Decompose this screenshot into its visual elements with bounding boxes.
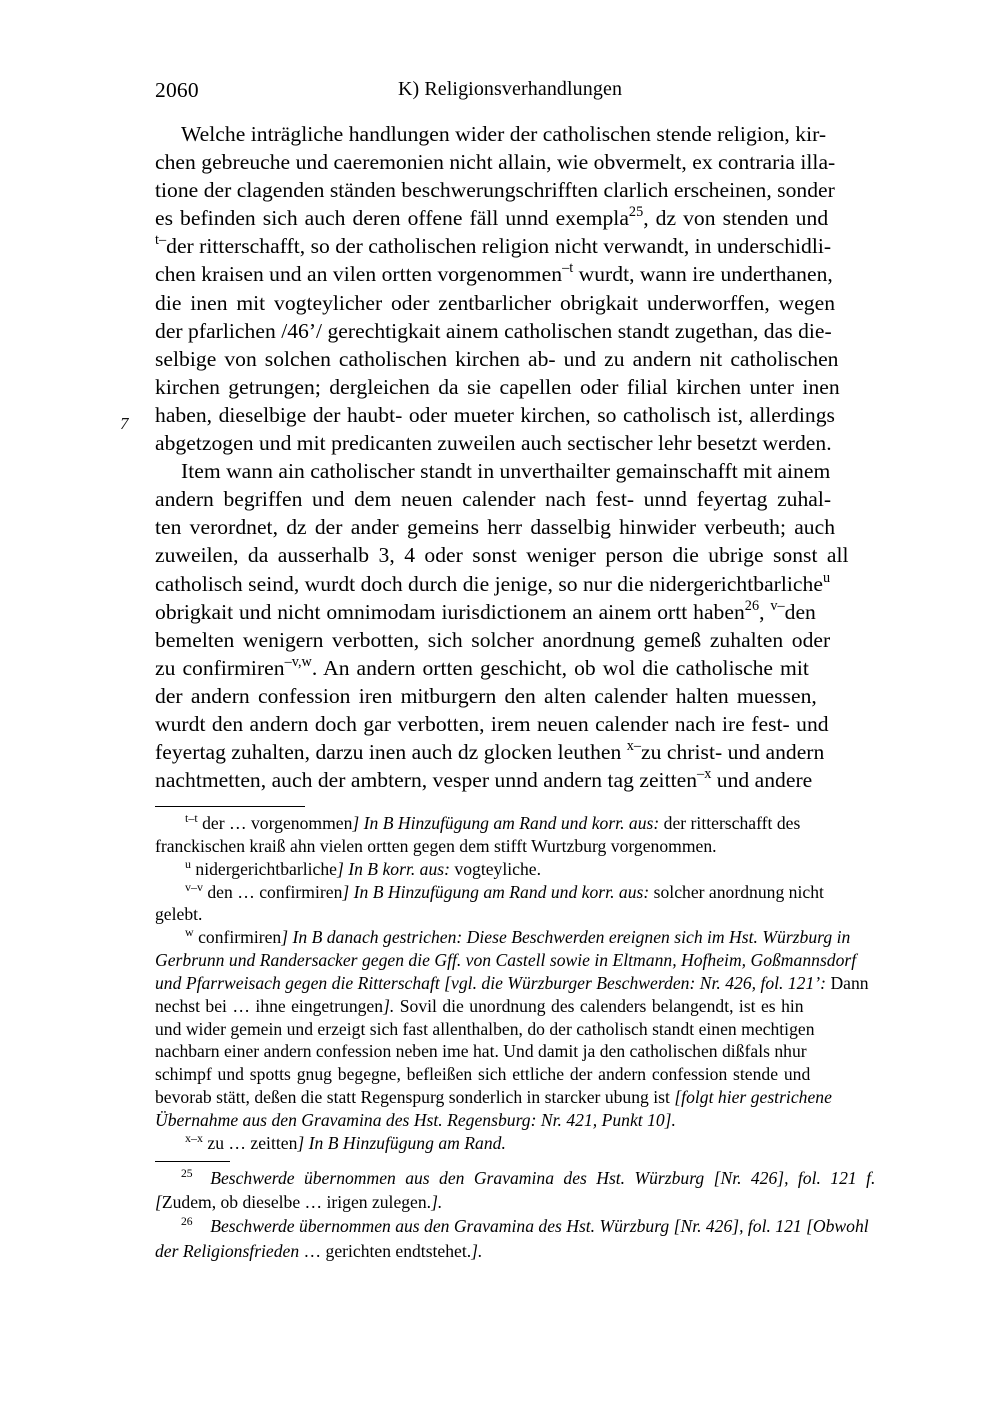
editorial-italic-text: ] In B Hinzufügung am Rand. bbox=[297, 1132, 506, 1153]
editorial-italic-text: ]. bbox=[383, 995, 395, 1016]
text-line: selbige von solchen catholischen kirchen ab- und zu andern nit catholischen bbox=[155, 346, 839, 371]
page-number: 2060 bbox=[155, 78, 199, 102]
editorial-italic-text: ] bbox=[352, 813, 360, 833]
editorial-italic-text: Gerbrunn und Randersacker gegen die Gff. von Castell sowie in Eltmann, Hofheim, Goßmannsdorf bbox=[155, 950, 857, 971]
superscript-marker: 26 bbox=[744, 597, 760, 614]
apparatus-siglum: t–t bbox=[185, 811, 198, 826]
editorial-italic-text: Übernahme aus den Gravamina des Hst. Regensburg: Nr. 421, Punkt 10]. bbox=[155, 1109, 676, 1130]
margin-line-number: 7 bbox=[120, 414, 129, 433]
apparatus-line: nachbarn einer andern confession neben ime hat. Und damit ja den catholischen dißfals nhur bbox=[155, 1041, 807, 1062]
text-line: abgetzogen und mit predicanten zuweilen auch sectischer lehr besetzt werden. bbox=[155, 431, 832, 456]
apparatus-siglum: u bbox=[185, 856, 191, 871]
text-line: catholisch seind, wurdt doch durch die jenige, so nur die nidergerichtbarliche$^u$ bbox=[155, 569, 831, 596]
text-line: zu confirmiren$^{-v,w}$. An andern ortten geschicht, ob wol die catholische mit bbox=[155, 653, 809, 680]
editorial-italic-text: Beschwerde übernommen aus den Gravamina des Hst. Würzburg [Nr. 426], fol. 121 [Obwohl bbox=[210, 1216, 869, 1237]
apparatus-siglum: x–x bbox=[185, 1130, 203, 1145]
superscript-marker: –t bbox=[562, 260, 574, 277]
apparatus-siglum: v–v bbox=[185, 879, 203, 894]
text-line: chen kraisen und an vilen ortten vorgenommen$^{-t}$ wurdt, wann ire underthanen, bbox=[155, 260, 833, 287]
main-text-block bbox=[155, 120, 867, 794]
text-line: die inen mit vogteylicher oder zentbarlicher obrigkait underworffen, wegen bbox=[155, 290, 836, 315]
apparatus-line: schimpf und spotts gnug begegne, befleißen sich ettliche der andern confession stende und bbox=[155, 1064, 811, 1085]
apparatus-line: franckischen kraiß ahn vielen ortten gegen dem stifft Wurtzburg vorgenommen. bbox=[155, 835, 717, 856]
running-title: K) Religionsverhandlungen bbox=[397, 78, 623, 100]
variant-siglum-marker: t– bbox=[155, 232, 167, 249]
text-line: chen gebreuche und caeremonien nicht allain, wie obvermelt, ex contraria illa- bbox=[155, 150, 836, 175]
superscript-marker: x– bbox=[626, 738, 642, 755]
footnote-line: [Zudem, ob dieselbe … irigen zulegen.]. bbox=[155, 1192, 443, 1213]
apparatus-line: gelebt. bbox=[155, 904, 203, 925]
footnote-line bbox=[155, 1166, 876, 1190]
apparatus-line bbox=[155, 949, 867, 972]
editorial-italic-text: In B Hinzufügung am Rand und korr. aus: bbox=[359, 813, 660, 833]
editorial-italic-text: ]. bbox=[471, 1240, 483, 1261]
text-line: ten verordnet, dz der ander gemeins herr dasselbig hinwider verbeuth; auch bbox=[155, 515, 836, 540]
editorial-italic-text: ] In B danach gestrichen: Diese Beschwerden ereignen sich im Hst. Würzburg in bbox=[281, 927, 851, 948]
text-line: es befinden sich auch deren offene fäll unnd exempla$^{25}$, dz von stenden und bbox=[155, 204, 829, 231]
apparatus-line: $^{t-t}$ der … vorgenommen] In B Hinzufügung am Rand und korr. aus: der ritterschafft des bbox=[185, 811, 801, 833]
editorial-italic-text: ] In B Hinzufügung am Rand und korr. aus: bbox=[342, 881, 650, 902]
text-line: wurdt den andern doch gar verbotten, irem neuen calender nach ire fest- und bbox=[155, 711, 829, 736]
text-line: nachtmetten, auch der ambtern, vesper unnd andern tag zeitten$^{-x}$ und andere bbox=[155, 766, 813, 793]
text-line: andern begriffen und dem neuen calender nach fest- unnd feyertag zuhal- bbox=[155, 487, 832, 512]
editorial-italic-text: ]. bbox=[431, 1192, 443, 1213]
apparatus-line: $^{x-x}$ zu … zeitten] In B Hinzufügung am Rand. bbox=[185, 1130, 506, 1153]
text-line: der pfarlichen /46’/ gerechtigkait ainem catholischen standt zugethan, das die- bbox=[155, 318, 832, 343]
superscript-marker: –v,w bbox=[284, 653, 312, 670]
apparatus-line bbox=[155, 1109, 867, 1132]
apparatus-line: $^u$ nidergerichtbarliche] In B korr. aus: vogteyliche. bbox=[185, 856, 542, 879]
apparatus-line: $^w$ confirmiren] In B danach gestrichen: Diese Beschwerden ereignen sich im Hst. Würzburg in bbox=[185, 925, 851, 948]
apparatus-divider-rule bbox=[155, 806, 305, 807]
editorial-italic-text: ] In B korr. aus: bbox=[336, 858, 451, 879]
editorial-italic-text: der Religionsfrieden bbox=[155, 1240, 300, 1261]
apparatus-line: $^{v-v}$ den … confirmiren] In B Hinzufügung am Rand und korr. aus: solcher anordnung nicht bbox=[185, 879, 824, 902]
text-line: kirchen getrungen; dergleichen da sie capellen oder filial kirchen unter inen bbox=[155, 374, 840, 399]
superscript-marker: 25 bbox=[628, 204, 644, 221]
apparatus-line: und wider gemein und erzeigt sich fast allenthalben, do der catholisch standt einen mechtigen bbox=[155, 1018, 815, 1039]
superscript-marker: u bbox=[822, 569, 831, 586]
text-line: zuweilen, da ausserhalb 3, 4 oder sonst weniger person die ubrige sonst all bbox=[155, 543, 849, 568]
editorial-italic-text: Beschwerde übernommen aus den Gravamina des Hst. Würzburg [Nr. 426], fol. 121 f. bbox=[210, 1168, 876, 1188]
text-line: Welche inträgliche handlungen wider der catholischen stende religion, kir- bbox=[181, 122, 827, 146]
superscript-marker: –x bbox=[697, 766, 712, 783]
footnote-number: 26 bbox=[181, 1215, 193, 1229]
text-line: bemelten wenigern verbotten, sich solcher anordnung gemeß zuhalten oder bbox=[155, 627, 831, 652]
apparatus-line: und Pfarrweisach gegen die Ritterschaft [vgl. die Würzburger Beschwerden: Nr. 426, fol. 121’: Dann bbox=[155, 972, 869, 993]
superscript-marker: v– bbox=[770, 597, 785, 614]
footnote-number: 25 bbox=[181, 1166, 193, 1180]
footnotes-block bbox=[155, 1166, 876, 1263]
editorial-italic-text: [ bbox=[155, 1192, 162, 1213]
footnote-line bbox=[155, 1214, 867, 1238]
editorial-italic-text: [folgt hier gestrichene bbox=[669, 1087, 832, 1108]
text-line: obrigkait und nicht omnimodam iurisdictionem an ainem ortt haben$^{26}$, $^{v-}$den bbox=[155, 597, 816, 624]
running-head bbox=[155, 78, 865, 104]
critical-apparatus-block bbox=[155, 812, 867, 1155]
apparatus-line: nechst bei … ihne eingetrungen]. Sovil die unordnung des calenders belangendt, ist es hin bbox=[155, 995, 804, 1016]
text-line: der andern confession iren mitburgern den alten calender halten muessen, bbox=[155, 683, 817, 708]
text-line: feyertag zuhalten, darzu inen auch dz glocken leuthen $^{x-}$zu christ- und andern bbox=[155, 738, 825, 765]
text-line: Item wann ain catholischer standt in unverthailter gemainschafft mit ainem bbox=[181, 459, 831, 484]
apparatus-line: bevorab stätt, deßen die statt Regenspurg sonderlich in starcker ubung ist [folgt hier gestrichene bbox=[155, 1087, 832, 1108]
text-line: haben, dieselbige der haubt- oder mueter kirchen, so catholisch ist, allerdings bbox=[155, 402, 835, 427]
footnote-divider-rule bbox=[155, 1161, 230, 1162]
text-line: tione der clagenden ständen beschwerungschrifften clarlich erscheinen, sonder bbox=[155, 178, 835, 203]
editorial-italic-text: und Pfarrweisach gegen die Ritterschaft [vgl. die Würzburger Beschwerden: Nr. 426, fol. 121’: bbox=[155, 972, 827, 993]
apparatus-siglum: w bbox=[185, 925, 194, 940]
footnote-line: der Religionsfrieden … gerichten endtstehet.]. bbox=[155, 1240, 483, 1261]
text-line: $^{t-}$der ritterschafft, so der catholischen religion nicht verwandt, in underschidli- bbox=[155, 232, 832, 259]
